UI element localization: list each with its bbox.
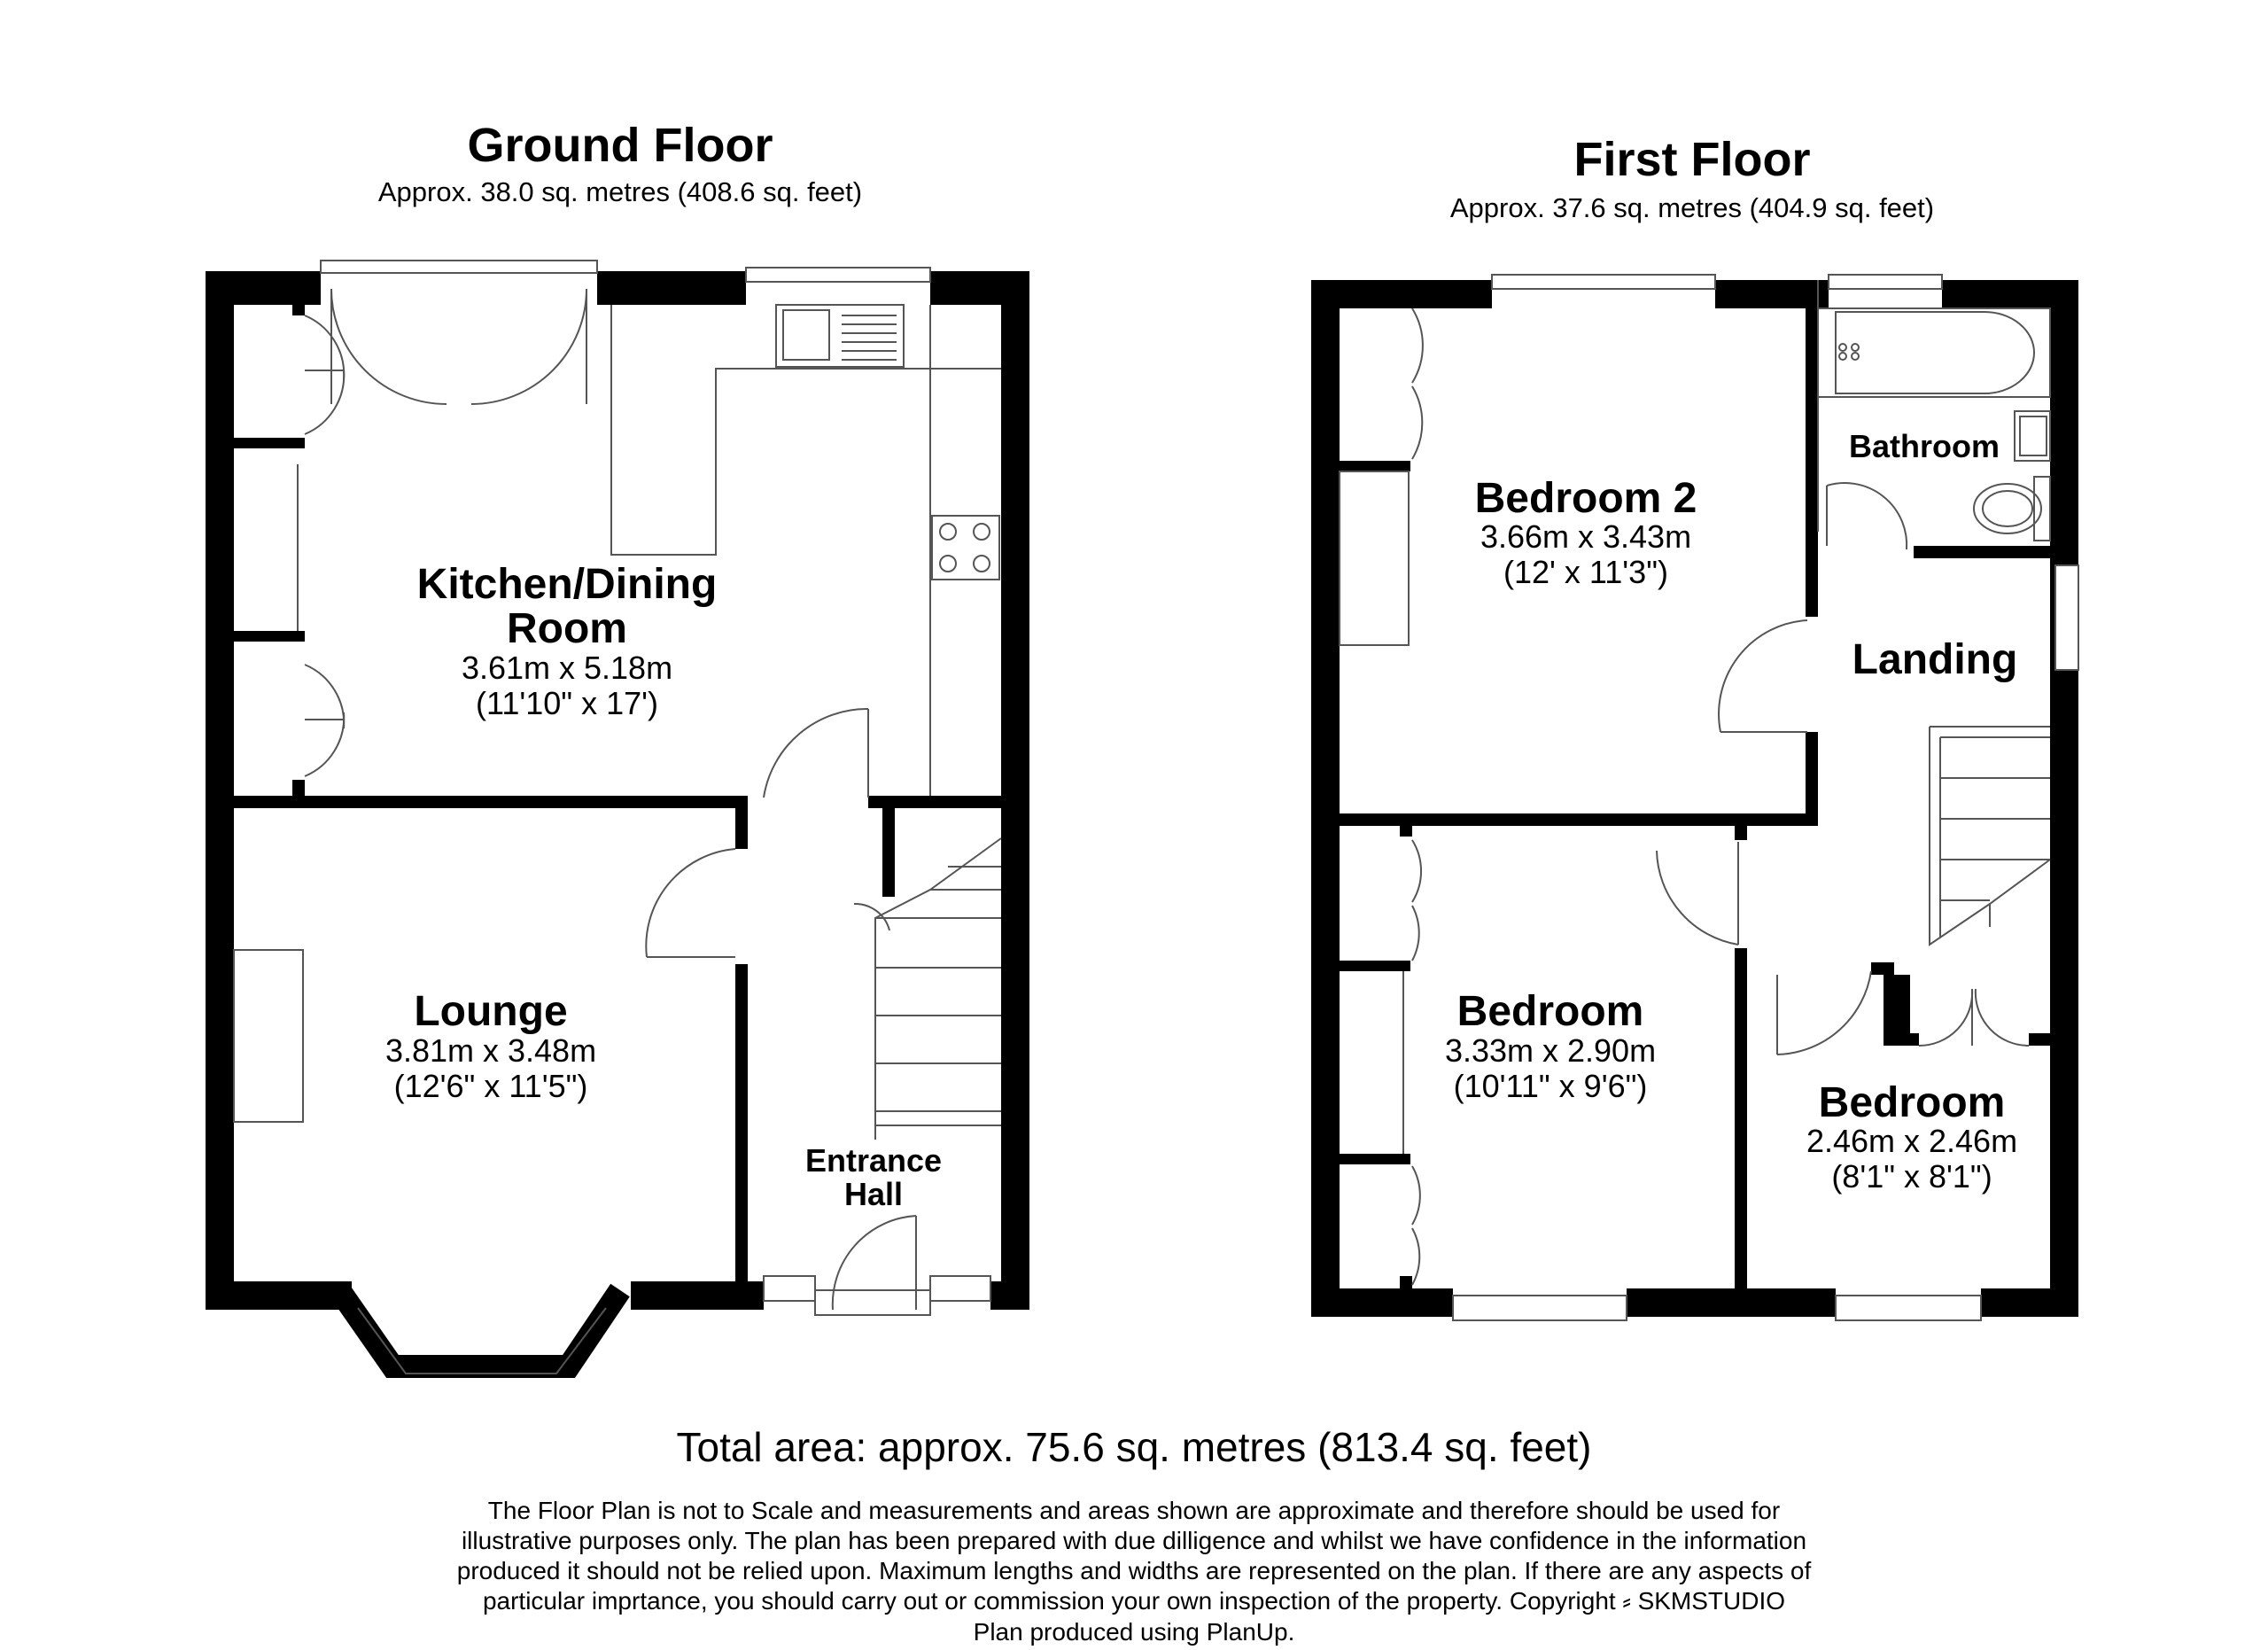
disclaimer-line: particular imprtance, you should carry out or commission your own inspection of the property. Copyright ⸗ SKMSTUDIO xyxy=(482,1587,1786,1615)
disclaimer-line: Plan produced using PlanUp. xyxy=(973,1617,1295,1646)
kitchen-name-line1: Kitchen/Dining xyxy=(416,561,718,608)
entrance-hall-name-line2: Hall xyxy=(843,1176,904,1212)
bedroom-small-name: Bedroom xyxy=(1818,1079,2006,1126)
kitchen-dimensions-ft: (11'10" x 17') xyxy=(476,685,658,721)
landing-name: Landing xyxy=(1852,636,2018,683)
bedroom-small-dimensions-m: 2.46m x 2.46m xyxy=(1806,1123,2018,1159)
bedroom-main-dimensions-m: 3.33m x 2.90m xyxy=(1444,1032,1657,1069)
first-floor-area: Approx. 37.6 sq. metres (404.9 sq. feet) xyxy=(1449,192,1935,223)
bathroom-name: Bathroom xyxy=(1849,428,2000,464)
first-floor-title: First Floor xyxy=(1573,133,1811,186)
disclaimer xyxy=(337,1496,1931,1647)
bedroom-small-dimensions-ft: (8'1" x 8'1") xyxy=(1831,1158,1992,1195)
bedroom-main-name: Bedroom xyxy=(1456,988,1644,1035)
disclaimer-line: The Floor Plan is not to Scale and measurements and areas shown are approximate and therefore should be used for xyxy=(487,1497,1781,1524)
disclaimer-line: illustrative purposes only. The plan has been prepared with due dilligence and whilst we have confidence in the information xyxy=(461,1527,1807,1555)
lounge-dimensions-m: 3.81m x 3.48m xyxy=(384,1032,597,1069)
lounge-dimensions-ft: (12'6" x 11'5") xyxy=(393,1068,588,1104)
bedroom2-name: Bedroom 2 xyxy=(1474,475,1697,522)
disclaimer-line: produced it should not be relied upon. Maximum lengths and widths are represented on the plan. If there are any aspects of xyxy=(456,1557,1812,1585)
bedroom2-dimensions-m: 3.66m x 3.43m xyxy=(1480,518,1692,555)
kitchen-dimensions-m: 3.61m x 5.18m xyxy=(461,650,673,686)
ground-floor-plan xyxy=(206,261,1029,1374)
bedroom2-dimensions-ft: (12' x 11'3") xyxy=(1503,554,1668,590)
total-area: Total area: approx. 75.6 sq. metres (813.4 sq. feet) xyxy=(676,1424,1592,1470)
bay-window xyxy=(339,1281,631,1374)
bedroom-main-dimensions-ft: (10'11" x 9'6") xyxy=(1453,1068,1648,1104)
ground-floor-title: Ground Floor xyxy=(467,119,773,172)
entrance-hall-name-line1: Entrance xyxy=(804,1142,943,1179)
first-floor-stairs xyxy=(1930,727,2050,945)
kitchen-name-line2: Room xyxy=(507,605,627,652)
lounge-name: Lounge xyxy=(414,988,568,1035)
ground-floor-area: Approx. 38.0 sq. metres (408.6 sq. feet) xyxy=(377,176,863,207)
